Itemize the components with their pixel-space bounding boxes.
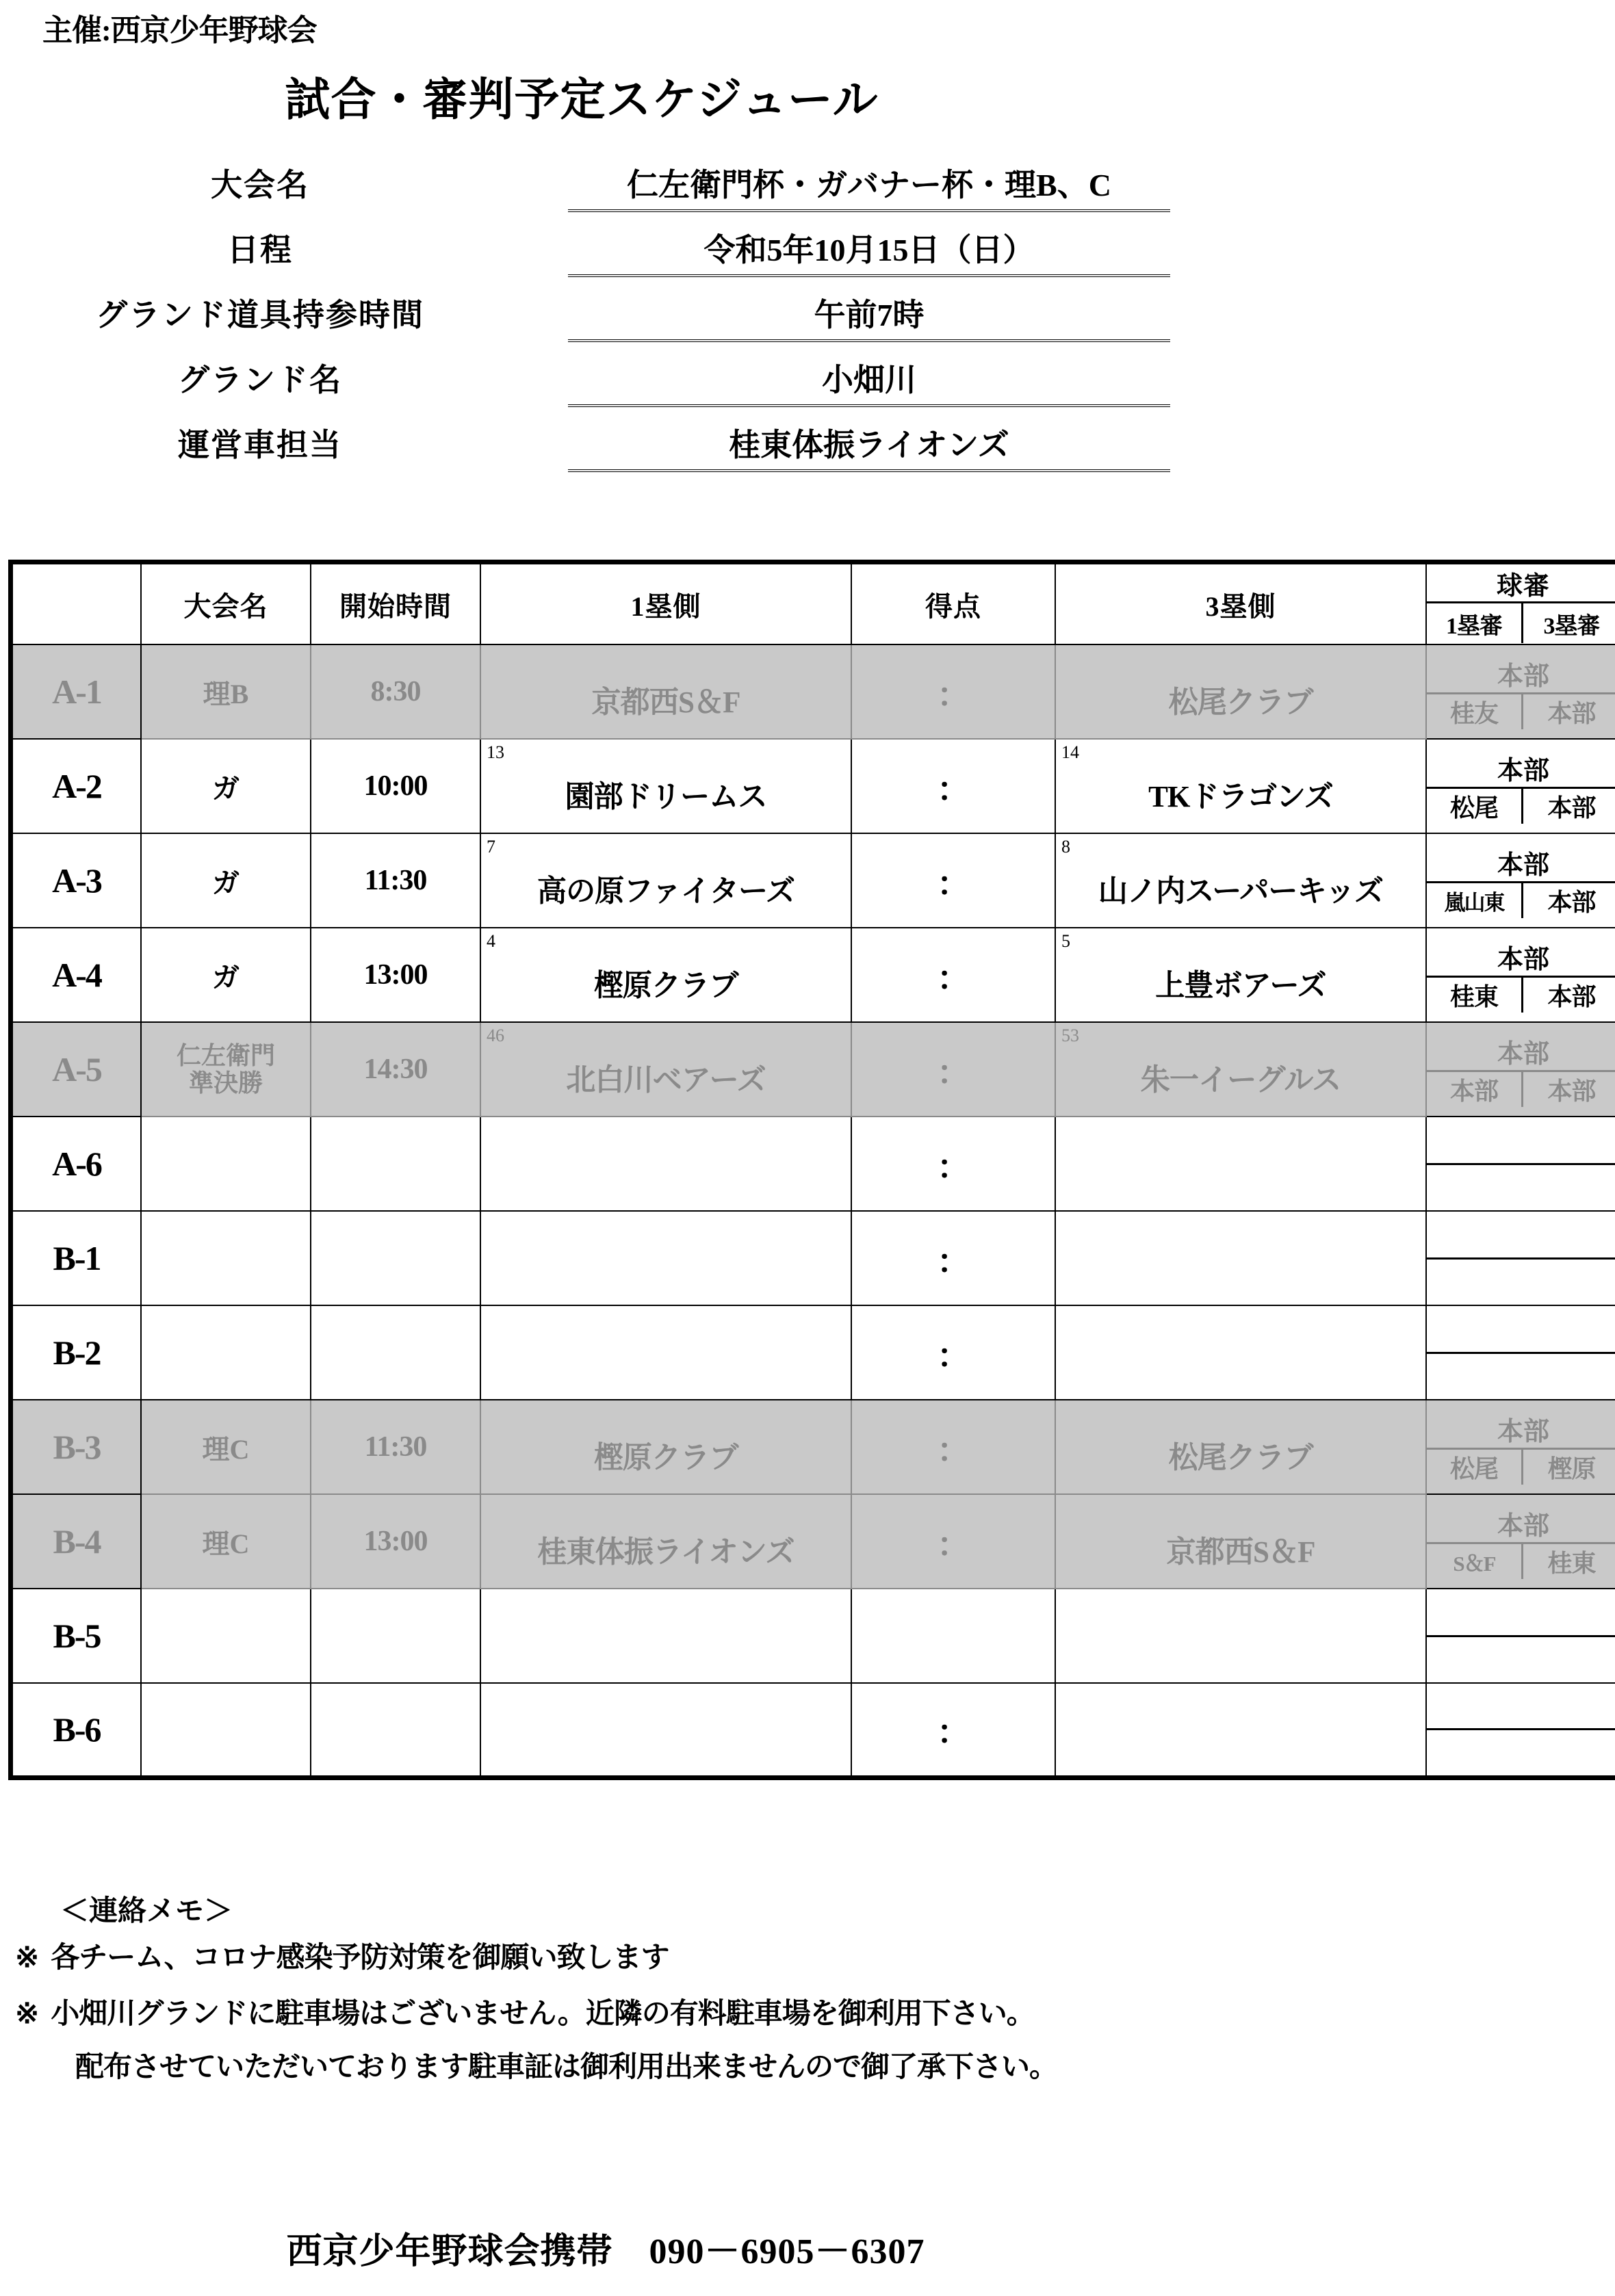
- row-tournament: ガ: [141, 739, 311, 833]
- row-first-base-team-name: 京都西S＆F: [591, 686, 740, 719]
- row-first-base-seed: 7: [487, 837, 495, 857]
- row-start-time: 13:00: [311, 1494, 480, 1589]
- row-first-base-team: [480, 739, 851, 833]
- row-tournament: [141, 1589, 311, 1683]
- row-third-base-team-name: 朱一イーグルス: [1140, 1063, 1341, 1097]
- row-id: A-4: [11, 928, 142, 1022]
- row-score: ：: [851, 1494, 1055, 1589]
- row-first-base-team-name: [484, 1722, 847, 1737]
- header-score: 得点: [851, 562, 1055, 645]
- header-umpire-third: 3塁審: [1543, 613, 1600, 639]
- row-first-base-team-name: 樫原クラブ: [593, 1441, 738, 1474]
- page-title: 試合・審判予定スケジュール: [285, 75, 879, 125]
- row-third-base-team: [1055, 1400, 1426, 1494]
- row-third-base-team-name: 山ノ内スーパーキッズ: [1098, 874, 1384, 908]
- row-first-base-team-name: [484, 1345, 847, 1360]
- row-umpire-third: 樫原: [1547, 1454, 1596, 1483]
- row-first-base-team-name: 桂東体振ライオンズ: [537, 1535, 794, 1569]
- row-umpire-first: 桂友: [1427, 694, 1523, 729]
- table-row: [11, 1683, 1615, 1777]
- row-tournament-line1: 仁左衛門: [176, 1041, 275, 1069]
- row-umpire-home: [1427, 1728, 1615, 1730]
- row-id: A-5: [11, 1022, 142, 1117]
- row-umpires: [1426, 1400, 1615, 1494]
- row-first-base-team-name: [484, 1251, 847, 1266]
- row-umpires: [1426, 1494, 1615, 1589]
- info-row-5: [0, 417, 1204, 482]
- row-third-base-team-name: 上豊ボアーズ: [1155, 969, 1326, 1002]
- row-third-base-team: [1055, 1117, 1426, 1211]
- header-start-time: 開始時間: [311, 562, 480, 645]
- row-umpire-third: 桂東: [1547, 1549, 1596, 1577]
- row-tournament: [141, 1022, 311, 1117]
- info-value: 令和5年10月15日（日）: [568, 225, 1170, 277]
- row-start-time: 14:30: [311, 1022, 480, 1117]
- row-third-base-team: [1055, 1022, 1426, 1117]
- row-first-base-team-name: 園部ドリームス: [565, 780, 767, 813]
- table-row: [11, 1022, 1615, 1117]
- row-score: ：: [851, 833, 1055, 928]
- row-umpires: [1426, 644, 1615, 739]
- row-umpire-home: 本部: [1427, 655, 1615, 694]
- row-tournament: 理B: [141, 644, 311, 739]
- row-id: A-1: [11, 644, 142, 739]
- row-start-time: 13:00: [311, 928, 480, 1022]
- row-third-base-team: [1055, 1211, 1426, 1305]
- table-row: [11, 1589, 1615, 1683]
- note-text: 各チーム、コロナ感染予防対策を御願い致します: [51, 1942, 669, 1974]
- row-umpire-home: [1427, 1257, 1615, 1260]
- row-third-base-team-name: 松尾クラブ: [1168, 1441, 1313, 1474]
- header-id: [11, 562, 142, 645]
- row-score: ：: [851, 1305, 1055, 1400]
- notes-title: ＜連絡メモ＞: [60, 1896, 233, 1927]
- row-first-base-team-name: 樫原クラブ: [593, 969, 738, 1002]
- note-text: 小畑川グランドに駐車場はございません。近隣の有料駐車場を御利用下さい。: [51, 1998, 1035, 2030]
- row-umpires: [1426, 1211, 1615, 1305]
- row-id: B-6: [11, 1683, 142, 1777]
- row-id: A-2: [11, 739, 142, 833]
- row-third-base-seed: 53: [1061, 1026, 1079, 1045]
- table-header: [11, 562, 1615, 645]
- row-umpire-home: [1427, 1352, 1615, 1354]
- note-line-1: [15, 1935, 669, 1976]
- header-third-base-side: 3塁側: [1055, 562, 1426, 645]
- table-row: [11, 1400, 1615, 1494]
- row-score: ：: [851, 1022, 1055, 1117]
- row-id: B-4: [11, 1494, 142, 1589]
- row-umpire-home: 本部: [1427, 844, 1615, 883]
- row-score: ：: [851, 1683, 1055, 1777]
- row-third-base-seed: 5: [1061, 931, 1070, 951]
- row-third-base-team-name: TKドラゴンズ: [1148, 780, 1333, 813]
- info-label: グランド道具持参時間: [96, 298, 424, 332]
- row-third-base-team: [1055, 1494, 1426, 1589]
- row-umpires: [1426, 739, 1615, 833]
- table-row: [11, 644, 1615, 739]
- row-score: ：: [851, 1211, 1055, 1305]
- info-row-2: [0, 222, 1204, 287]
- table-row: [11, 739, 1615, 833]
- row-tournament: [141, 1117, 311, 1211]
- row-umpires: [1426, 833, 1615, 928]
- row-first-base-team: [480, 1494, 851, 1589]
- info-row-3: [0, 287, 1204, 352]
- row-id: B-1: [11, 1211, 142, 1305]
- organizer-label: 主催:西京少年野球会: [42, 14, 317, 47]
- row-third-base-team: [1055, 833, 1426, 928]
- row-start-time: [311, 1683, 480, 1777]
- row-third-base-team-name: [1059, 1345, 1421, 1360]
- header-umpire-group: [1426, 562, 1615, 645]
- note-line-3: [63, 2044, 1057, 2085]
- row-umpire-first: 本部: [1427, 1072, 1523, 1107]
- row-third-base-team-name: [1059, 1156, 1421, 1171]
- row-id: B-5: [11, 1589, 142, 1683]
- info-row-1: [0, 157, 1204, 222]
- note-mark-icon: ※: [15, 1998, 39, 2030]
- row-id: A-6: [11, 1117, 142, 1211]
- row-umpire-third: 本部: [1547, 888, 1596, 916]
- row-score: [851, 1589, 1055, 1683]
- row-first-base-team: [480, 1683, 851, 1777]
- header-row: [11, 562, 1615, 645]
- row-umpire-first: 松尾: [1427, 1450, 1523, 1485]
- row-first-base-team: [480, 928, 851, 1022]
- row-umpire-home: 本部: [1427, 1410, 1615, 1450]
- row-start-time: [311, 1589, 480, 1683]
- row-umpire-third: 本部: [1547, 699, 1596, 727]
- row-umpires: [1426, 1305, 1615, 1400]
- row-tournament: ガ: [141, 928, 311, 1022]
- row-tournament-line2: 準決勝: [188, 1069, 263, 1097]
- row-tournament: 理C: [141, 1400, 311, 1494]
- row-third-base-team-name: 京都西S＆F: [1166, 1535, 1315, 1569]
- row-umpire-first: S＆F: [1427, 1544, 1523, 1579]
- row-first-base-team-name: [484, 1156, 847, 1171]
- table-row: [11, 833, 1615, 928]
- row-third-base-seed: 14: [1061, 742, 1079, 762]
- info-label: 日程: [227, 233, 293, 268]
- row-first-base-team: [480, 1305, 851, 1400]
- row-umpire-third: 本部: [1547, 1077, 1596, 1105]
- row-start-time: 11:30: [311, 1400, 480, 1494]
- header-tournament: 大会名: [141, 562, 311, 645]
- row-umpires: [1426, 928, 1615, 1022]
- info-value: 午前7時: [568, 290, 1170, 342]
- row-tournament: [141, 1211, 311, 1305]
- row-third-base-team-name: [1059, 1628, 1421, 1643]
- table-row: [11, 928, 1615, 1022]
- row-third-base-team-name: [1059, 1251, 1421, 1266]
- row-score: ：: [851, 1400, 1055, 1494]
- row-third-base-team: [1055, 1589, 1426, 1683]
- row-umpire-third: 本部: [1547, 982, 1596, 1010]
- row-score: ：: [851, 928, 1055, 1022]
- row-umpire-third: 本部: [1547, 794, 1596, 822]
- row-score: ：: [851, 644, 1055, 739]
- row-start-time: [311, 1211, 480, 1305]
- row-third-base-team: [1055, 644, 1426, 739]
- row-start-time: [311, 1117, 480, 1211]
- footer-contact: 西京少年野球会携帯 090－6905－6307: [286, 2232, 925, 2271]
- row-umpire-home: [1427, 1635, 1615, 1637]
- row-umpires: [1426, 1683, 1615, 1777]
- row-start-time: [311, 1305, 480, 1400]
- row-umpire-home: 本部: [1427, 938, 1615, 978]
- row-first-base-team: [480, 833, 851, 928]
- row-umpire-first: 松尾: [1427, 789, 1523, 824]
- row-id: B-3: [11, 1400, 142, 1494]
- info-value: 小畑川: [568, 355, 1170, 407]
- note-text: 配布させていただいております駐車証は御利用出来ませんので御了承下さい。: [75, 2052, 1058, 2083]
- row-first-base-seed: 13: [487, 742, 504, 762]
- schedule-table: [8, 560, 1615, 1780]
- info-label: 大会名: [211, 168, 309, 203]
- row-umpire-home: 本部: [1427, 1032, 1615, 1072]
- table-row: [11, 1494, 1615, 1589]
- row-start-time: 11:30: [311, 833, 480, 928]
- note-line-2: [15, 1991, 1035, 2032]
- table-row: [11, 1211, 1615, 1305]
- row-first-base-team-name: 高の原ファイターズ: [537, 874, 795, 908]
- row-first-base-team: [480, 1589, 851, 1683]
- row-umpires: [1426, 1022, 1615, 1117]
- info-value: 桂東体振ライオンズ: [568, 420, 1170, 472]
- row-first-base-team: [480, 1117, 851, 1211]
- note-mark-icon: ※: [15, 1942, 39, 1974]
- row-first-base-team: [480, 1211, 851, 1305]
- row-start-time: 8:30: [311, 644, 480, 739]
- row-third-base-seed: 8: [1061, 837, 1070, 857]
- row-umpire-home: 本部: [1427, 749, 1615, 789]
- row-tournament: 理C: [141, 1494, 311, 1589]
- row-first-base-team-name: 北白川ベアーズ: [566, 1063, 766, 1097]
- row-first-base-team: [480, 644, 851, 739]
- row-first-base-seed: 46: [487, 1026, 504, 1045]
- row-score: ：: [851, 739, 1055, 833]
- row-third-base-team: [1055, 1305, 1426, 1400]
- header-umpire-home: 球審: [1427, 565, 1615, 603]
- row-first-base-team-name: [484, 1628, 847, 1643]
- row-id: A-3: [11, 833, 142, 928]
- row-umpire-first: 嵐山東: [1427, 883, 1523, 918]
- row-first-base-team: [480, 1022, 851, 1117]
- table-row: [11, 1117, 1615, 1211]
- row-third-base-team-name: [1059, 1722, 1421, 1737]
- row-umpire-home: 本部: [1427, 1504, 1615, 1544]
- header-umpire-first: 1塁審: [1427, 603, 1523, 643]
- header-first-base-side: 1塁側: [480, 562, 851, 645]
- row-start-time: 10:00: [311, 739, 480, 833]
- info-label: 運営車担当: [178, 428, 342, 462]
- row-tournament: ガ: [141, 833, 311, 928]
- row-first-base-seed: 4: [487, 931, 495, 951]
- row-umpire-first: 桂東: [1427, 978, 1523, 1013]
- row-third-base-team-name: 松尾クラブ: [1168, 686, 1313, 719]
- info-value: 仁左衛門杯・ガバナー杯・理B、C: [568, 160, 1170, 212]
- row-tournament: [141, 1683, 311, 1777]
- row-score: ：: [851, 1117, 1055, 1211]
- row-third-base-team: [1055, 928, 1426, 1022]
- row-umpire-home: [1427, 1163, 1615, 1165]
- row-first-base-team: [480, 1400, 851, 1494]
- row-tournament: [141, 1305, 311, 1400]
- row-umpires: [1426, 1117, 1615, 1211]
- row-id: B-2: [11, 1305, 142, 1400]
- table-body: [11, 644, 1615, 1777]
- row-third-base-team: [1055, 1683, 1426, 1777]
- info-label: グランド名: [178, 363, 342, 397]
- row-third-base-team: [1055, 739, 1426, 833]
- info-row-4: [0, 352, 1204, 417]
- table-row: [11, 1305, 1615, 1400]
- row-umpires: [1426, 1589, 1615, 1683]
